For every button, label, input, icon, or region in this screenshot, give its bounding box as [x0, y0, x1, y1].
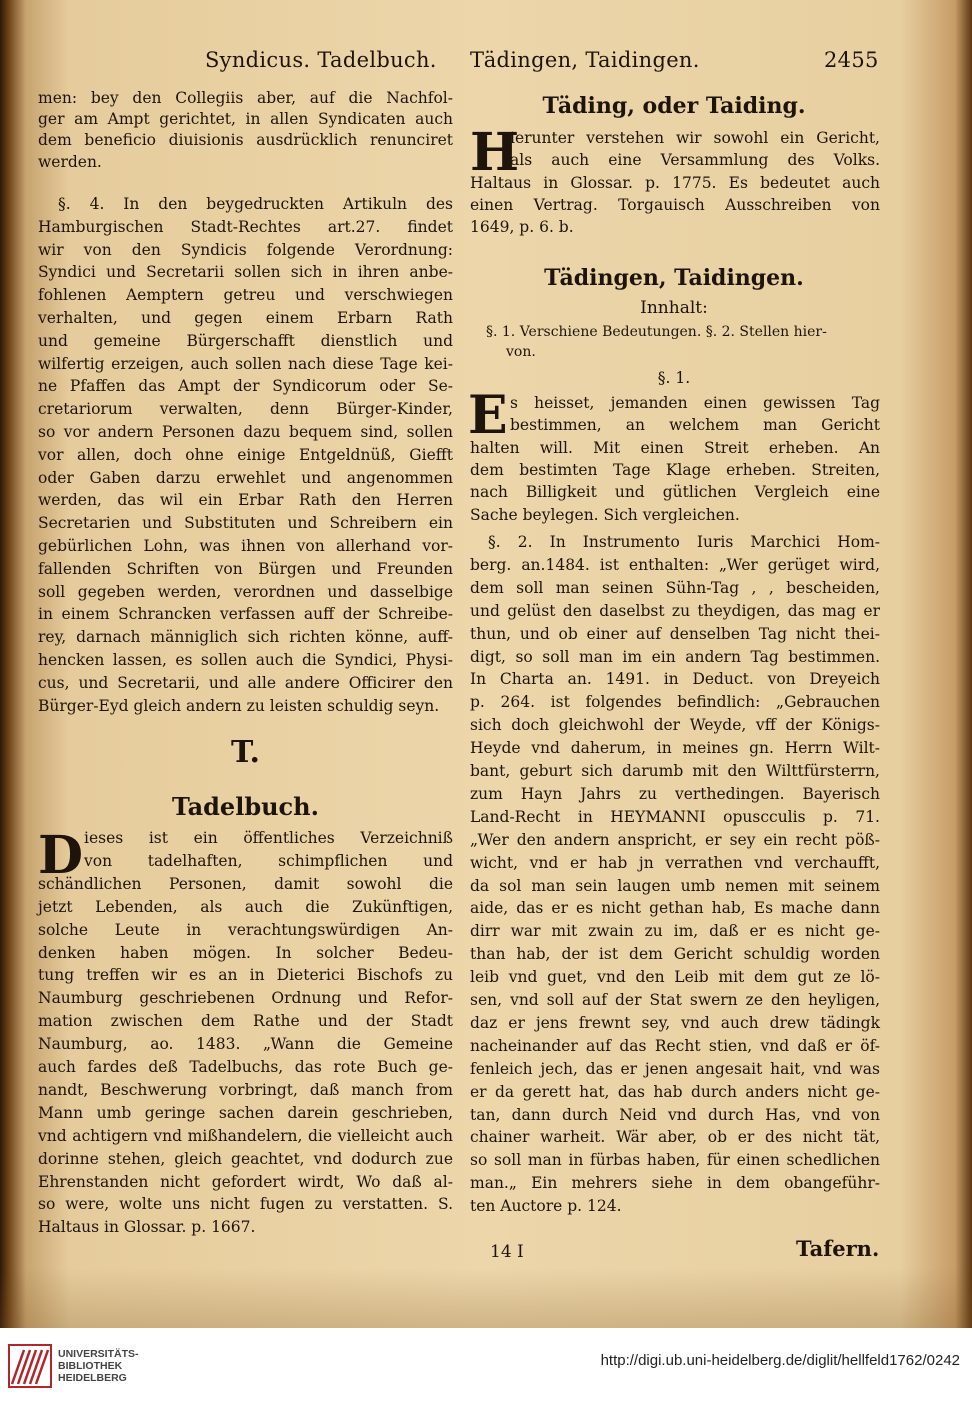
- text-line: so were, wolte uns nicht fugen zu verstatten. S.: [38, 1195, 453, 1214]
- text-line: thun, und ob einer auf denselben Tag nicht thei-: [470, 624, 880, 643]
- text-line: p. 264. ist folgendes befindlich: „Gebrauchen: [470, 693, 880, 712]
- text-line: oder Gaben darzu erwehlet und angenommen: [38, 468, 453, 487]
- drop-cap-d: D: [38, 825, 84, 886]
- drop-cap-e: E: [468, 385, 508, 446]
- text-line: wir von den Syndicis folgende Verordnung:: [38, 240, 453, 259]
- section-mark: §. 1.: [657, 369, 691, 387]
- text-line: gebürlichen Lohn, was ihnen von allerhand vor-: [38, 537, 453, 555]
- text-line: mation zwischen dem Rathe und der Stadt: [38, 1012, 453, 1031]
- text-line: In Charta an. 1491. in Deduct. von Dreyeich: [470, 670, 880, 689]
- toc-line: von.: [506, 344, 536, 360]
- text-line: „Wer den andern anspricht, er sey ein recht pöß-: [470, 830, 880, 849]
- text-line: berg. an.1484. ist enthalten: „Wer gerüget wird,: [470, 555, 880, 574]
- text-line: einen Vertrag. Torgauisch Ausschreiben von: [470, 195, 880, 214]
- text-line: Ehrenstanden nicht gefordert wirdt, Wo daß al-: [38, 1172, 453, 1191]
- running-head-left: Syndicus. Tadelbuch.: [205, 48, 437, 72]
- text-line: nandt, Beschwerung vorbringt, daß manch from: [38, 1080, 453, 1099]
- text-line: werden, das wil ein Erbar Rath den Herren: [38, 491, 453, 510]
- text-line: sich doch gleichwohl der Weyde, vff der Königs-: [470, 716, 880, 735]
- contents-heading: Innhalt:: [640, 298, 708, 318]
- text-line: dirr war mit zwain zu im, daß er es nicht ge-: [470, 922, 880, 941]
- text-line: als auch eine Versammlung des Volks.: [510, 151, 880, 170]
- text-line: Heyde vnd daherum, in meines gn. Herrn Wilt-: [470, 739, 880, 758]
- text-line: Syndici und Secretarii sollen sich in ihren anbe-: [38, 263, 453, 282]
- text-line: zum Hayn Jahrs zu verthedingen. Bayerisch: [470, 784, 880, 803]
- text-line: fallenden Schriften von Bürgen und Freunden: [38, 559, 453, 578]
- text-line: s heisset, jemanden einen gewissen Tag: [510, 394, 880, 412]
- text-line: dem beneficio diuisionis ausdrücklich renunciret: [38, 131, 453, 150]
- text-line: fohlenen Aemptern getreu und verschwiegen: [38, 286, 453, 305]
- text-line: leib vnd guet, vnd den Leib mit dem gut ze lö-: [470, 968, 880, 987]
- text-line: Naumburg geschriebenen Ordnung und Refor-: [38, 989, 453, 1008]
- permalink-url[interactable]: http://digi.ub.uni-heidelberg.de/diglit/hellfeld1762/0242: [600, 1352, 960, 1369]
- university-library-logo-icon: [8, 1344, 52, 1388]
- text-line: ieses ist ein öffentliches Verzeichniß: [84, 829, 453, 847]
- text-line: Secretarien und Substituten und Schreibern ein: [38, 514, 453, 533]
- text-line: ten Auctore p. 124.: [470, 1197, 622, 1216]
- text-line: cus, und Secretarii, und alle andere Officirer den: [38, 673, 453, 692]
- catchword: Tafern.: [796, 1236, 880, 1261]
- text-line: than hab, der ist dem Gericht schuldig worden: [470, 945, 880, 964]
- text-line: sen, vnd soll auf der Stat swern ze den heyligen,: [470, 991, 880, 1009]
- text-line: da sol man sein laugen umb nemen mit seinem: [470, 876, 880, 895]
- signature-mark: 14 I: [490, 1242, 524, 1262]
- library-name: UNIVERSITÄTS- BIBLIOTHEK HEIDELBERG: [58, 1348, 139, 1384]
- text-line: chainer warheit. Wär aber, ob er des nicht tät,: [470, 1128, 880, 1147]
- text-line: Haltaus in Glossar. p. 1667.: [38, 1218, 256, 1237]
- text-line: aide, das er es nicht gethan hab, Es mache dann: [470, 899, 880, 918]
- text-line: Land-Recht in HEYMANNI opuscculis p. 71.: [470, 807, 880, 826]
- text-line: auch fardes deß Tadelbuchs, das rote Buch ge-: [38, 1058, 453, 1076]
- text-line: so vor andern Personen dazu bequem sind, sollen: [38, 423, 453, 441]
- text-line: halten will. Mit einen Streit erheben. An: [470, 438, 880, 457]
- text-line: Haltaus in Glossar. p. 1775. Es bedeutet auch: [470, 173, 880, 192]
- text-line: digt, so soll man im ein andern Tag bestimmen.: [470, 647, 880, 666]
- page-number: 2455: [824, 48, 879, 72]
- text-line: vor allen, doch ohne einige Entgeldnüß, Giefft: [38, 445, 453, 464]
- text-line: er da gerett hat, das hab durch anders nicht ge-: [470, 1082, 880, 1101]
- viewer-footer: [0, 1328, 972, 1405]
- text-line: tung treffen wir es an in Dieterici Bischofs zu: [38, 966, 453, 985]
- article-title-taeding: Täding, oder Taiding.: [542, 93, 806, 119]
- section-letter: T.: [231, 735, 260, 770]
- text-line: wicht, vnd er hab jn verrathen vnd verchaufft,: [470, 853, 880, 872]
- text-line: werden.: [38, 152, 102, 171]
- text-line: verhalten, und gegen einem Erbarn Rath: [38, 309, 453, 327]
- text-line: und gemeine Bürgerschafft dienstlich und: [38, 331, 453, 350]
- text-line: in einem Schrancken verfassen auff der Schreibe-: [38, 605, 453, 624]
- text-line: Sache beylegen. Sich vergleichen.: [470, 505, 740, 524]
- text-line: dorinne stehen, gleich geachtet, vnd dodurch zue: [38, 1149, 453, 1168]
- text-line: von tadelhaften, schimpflichen und: [84, 851, 453, 870]
- text-line: solche Leute in verachtungswürdigen An-: [38, 920, 453, 939]
- text-line: nacheinander auf das Recht stien, vnd daß er öf-: [470, 1036, 880, 1055]
- text-line: 1649, p. 6. b.: [470, 218, 574, 237]
- text-line: dem bestimten Tage Klage erheben. Streiten,: [470, 460, 880, 479]
- text-line: Hamburgischen Stadt-Rechtes art.27. findet: [38, 217, 453, 236]
- text-line: so soll man in fürbas haben, für einen schedlichen: [470, 1151, 880, 1170]
- text-line: hencken lassen, es sollen auch die Syndici, Physi-: [38, 651, 453, 669]
- drop-cap-h: H: [470, 122, 520, 183]
- text-line: §. 4. In den beygedruckten Artikuln des: [58, 195, 453, 213]
- text-line: cretariorum verwalten, denn Bürger-Kinder,: [38, 400, 453, 419]
- text-line: ierunter verstehen wir sowohl ein Gericht,: [510, 129, 880, 147]
- text-line: rey, darnach männiglich sich richten könne, auff-: [38, 628, 453, 647]
- text-line: ger am Ampt gerichtet, in allen Syndicaten auch: [38, 110, 453, 129]
- article-title-taedingen: Tädingen, Taidingen.: [544, 265, 804, 291]
- text-line: daz er jens frewnt sey, vnd auch drew tädingk: [470, 1013, 880, 1032]
- text-line: §. 2. In Instrumento Iuris Marchici Hom-: [488, 533, 880, 551]
- text-line: vnd achtigern vnd mißhandelern, die vielleicht auch: [38, 1126, 453, 1145]
- text-line: denken haben mögen. In solcher Bedeu-: [38, 943, 453, 962]
- text-line: Naumburg, ao. 1483. „Wann die Gemeine: [38, 1035, 453, 1054]
- text-line: jetzt Lebenden, als auch die Zukünftigen,: [38, 897, 453, 916]
- text-line: men: bey den Collegiis aber, auf die Nachfol-: [38, 89, 453, 107]
- text-line: nach Billigkeit und gütlichen Vergleich eine: [470, 483, 880, 502]
- text-line: tan, dann durch Neid vnd durch Has, vnd von: [470, 1105, 880, 1124]
- text-line: dem soll man seinen Sühn-Tag , , bescheiden,: [470, 578, 880, 597]
- text-line: bestimmen, an welchem man Gericht: [510, 416, 880, 435]
- section-title-tadelbuch: Tadelbuch.: [172, 792, 319, 821]
- text-line: Bürger-Eyd gleich andern zu leisten schuldig seyn.: [38, 696, 440, 715]
- text-line: fenleich jech, das er jenen angesait hait, vnd was: [470, 1059, 880, 1078]
- text-line: bant, geburt sich darumb mit den Wilttfürsterrn,: [470, 762, 880, 780]
- text-line: soll gegeben werden, verordnen und dasselbige: [38, 582, 453, 601]
- text-line: schändlichen Personen, damit sowohl die: [38, 874, 453, 893]
- text-line: man.„ Ein mehrers siehe in dem obangeführ-: [470, 1174, 880, 1193]
- text-line: Mann umb geringe sachen darein geschrieben,: [38, 1103, 453, 1122]
- text-line: und gelüst den daselbst zu theydigen, das mag er: [470, 601, 880, 620]
- text-line: wilfertig erzeigen, auch sollen nach diese Tage kei-: [38, 354, 453, 373]
- text-line: ne Pfaffen das Ampt der Syndicorum oder Se-: [38, 377, 453, 396]
- running-head-right: Tädingen, Taidingen.: [470, 48, 700, 72]
- toc-line: §. 1. Verschiene Bedeutungen. §. 2. Stellen hier-: [486, 324, 827, 340]
